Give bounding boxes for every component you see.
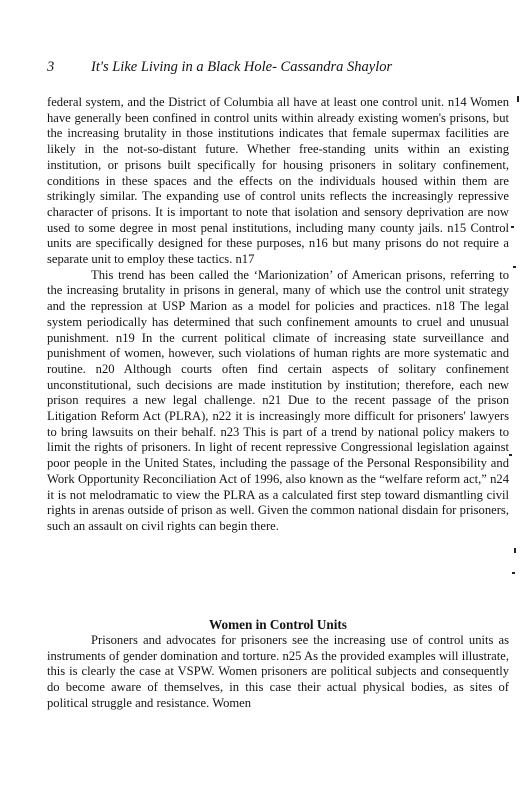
scan-mark <box>517 96 519 102</box>
scan-mark <box>514 548 516 553</box>
paragraph: This trend has been called the ‘Marionization’ of American prisons, referring to the increasing brutality in prisons in general, many of which use the control unit strategy and the repression at USP Marion as a model for policies and practices. n18 The legal system periodically has determined that such confinement amounts to cruel and unusual punishment. n19 In the current political climate of increasing state surveillance and punishment of women, however, such violations of human rights are more systematic and routine. n20 Although courts often find certain aspects of solitary confinement unconstitutional, such decisions are made institution by institution; therefore, each new prison requires a new legal challenge. n21 Due to the recent passage of the prison Litigation Reform Act (PLRA), n22 it is increasingly more difficult for prisoners' lawyers to bring lawsuits on their behalf. n23 This is part of a trend by national policy makers to limit the rights of prisoners. In light of recent repressive Congressional legislation against poor people in the United States, including the passage of the Personal Responsibility and Work Opportunity Reconciliation Act of 1996, also known as the “welfare reform act,” n24 it is not melodramatic to view the PLRA as a calculated first step toward dismantling civil rights in arenas outside of prison as well. Given the common national disdain for prisoners, such an assault on civil rights can begin there. <box>47 267 509 533</box>
page-number: 3 <box>47 59 55 75</box>
scan-mark <box>513 266 516 268</box>
body-text-bottom <box>47 633 509 712</box>
running-title: It's Like Living in a Black Hole- Cassandra Shaylor <box>91 59 393 75</box>
scan-mark <box>511 226 514 228</box>
scan-mark <box>509 454 512 456</box>
running-header <box>47 59 392 76</box>
scan-mark <box>512 572 515 574</box>
section-heading: Women in Control Units <box>209 617 347 632</box>
body-text-top <box>47 95 509 535</box>
paragraph: Prisoners and advocates for prisoners see the increasing use of control units as instruments of gender domination and torture. n25 As the provided examples will illustrate, this is clearly the case at VSPW. Women prisoners are political subjects and consequently do become aware of themselves, in this case their actual physical bodies, as sites of political struggle and resistance. Women <box>47 633 509 710</box>
paragraph: federal system, and the District of Columbia all have at least one control unit. n14 Women have generally been confined in control units within already existing women's prisons, but the increasing brutality in those institutions indicates that female supermax facilities are likely in the not-so-distant future. Whether free-standing units within an existing institution, or prisons built specifically for housing prisoners in solitary confinement, conditions in these spaces and the effects on the individuals housed within them are strikingly similar. The expanding use of control units reflects the increasingly repressive character of prisons. It is important to note that isolation and sensory deprivation are now used to some degree in most penal institutions, including many county jails. n15 Control units are specifically designed for these purposes, n16 but many prisons do not require a separate unit to employ these tactics. n17 <box>47 95 509 267</box>
